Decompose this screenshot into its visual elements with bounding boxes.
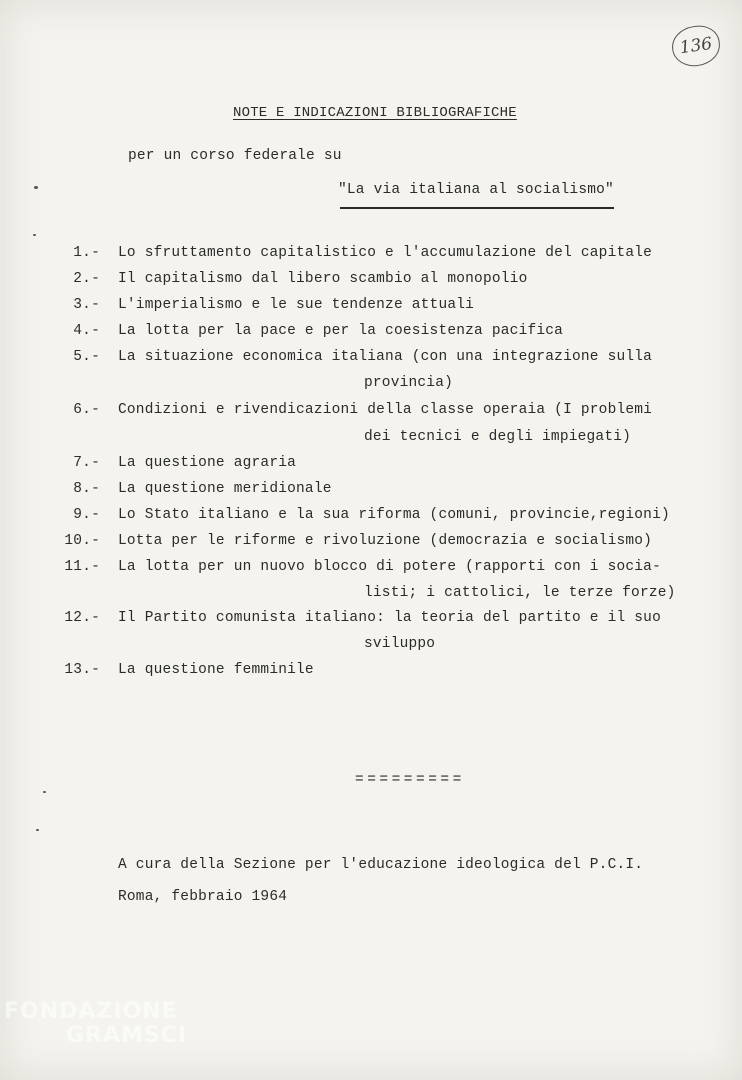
topic-number: 5.-	[73, 349, 100, 365]
scan-speck	[34, 186, 38, 189]
topic-text: Il Partito comunista italiano: la teoria del partito e il suo	[118, 610, 661, 626]
topic-text-continuation: sviluppo	[364, 636, 436, 652]
topic-text: Condizioni e rivendicazioni della classe operaia (I problemi	[118, 402, 653, 418]
topic-number: 12.-	[64, 610, 100, 626]
title-underline	[340, 207, 614, 209]
topic-number: 3.-	[73, 297, 100, 313]
separator-line: =========	[355, 772, 465, 788]
topic-text: Lotta per le riforme e rivoluzione (democrazia e socialismo)	[118, 533, 653, 549]
topic-text-continuation: dei tecnici e degli impiegati)	[364, 429, 632, 445]
topic-text: Lo Stato italiano e la sua riforma (comuni, provincie,regioni)	[118, 507, 670, 523]
topic-number: 6.-	[73, 402, 100, 418]
topic-text-continuation: provincia)	[364, 375, 454, 391]
scan-speck	[43, 791, 46, 793]
topic-number: 1.-	[73, 245, 100, 261]
topic-text: L'imperialismo e le sue tendenze attuali	[118, 297, 475, 313]
watermark-line: GRAMSCI	[66, 1023, 188, 1048]
topic-text: La situazione economica italiana (con una integrazione sulla	[118, 349, 653, 365]
document-subtitle: per un corso federale su	[128, 148, 342, 164]
topic-number: 9.-	[73, 507, 100, 523]
topic-text: La lotta per la pace e per la coesistenza pacifica	[118, 323, 564, 339]
topic-text: La questione femminile	[118, 662, 314, 678]
topic-text: Lo sfruttamento capitalistico e l'accumulazione del capitale	[118, 245, 653, 261]
scan-speck	[33, 234, 36, 236]
watermark-line: FONDAZIONE	[4, 999, 178, 1024]
topic-number: 13.-	[64, 662, 100, 678]
handwritten-page-number: 136	[669, 23, 722, 69]
topic-number: 11.-	[64, 559, 100, 575]
topic-text: La questione agraria	[118, 455, 297, 471]
topic-number: 2.-	[73, 271, 100, 287]
topic-text: La lotta per un nuovo blocco di potere (rapporti con i socia-	[118, 559, 661, 575]
topic-number: 10.-	[64, 533, 100, 549]
course-title: "La via italiana al socialismo"	[338, 182, 614, 198]
topic-number: 4.-	[73, 323, 100, 339]
topic-text: Il capitalismo dal libero scambio al monopolio	[118, 271, 528, 287]
footer-credit: A cura della Sezione per l'educazione ideologica del P.C.I.	[118, 857, 644, 873]
footer-place-date: Roma, febbraio 1964	[118, 889, 288, 905]
archive-watermark	[4, 1000, 187, 1048]
topic-text: La questione meridionale	[118, 481, 332, 497]
document-heading: NOTE E INDICAZIONI BIBLIOGRAFICHE	[233, 105, 517, 121]
scan-speck	[36, 829, 39, 831]
topic-number: 7.-	[73, 455, 100, 471]
topic-number: 8.-	[73, 481, 100, 497]
topic-text-continuation: listi; i cattolici, le terze forze)	[364, 585, 676, 601]
